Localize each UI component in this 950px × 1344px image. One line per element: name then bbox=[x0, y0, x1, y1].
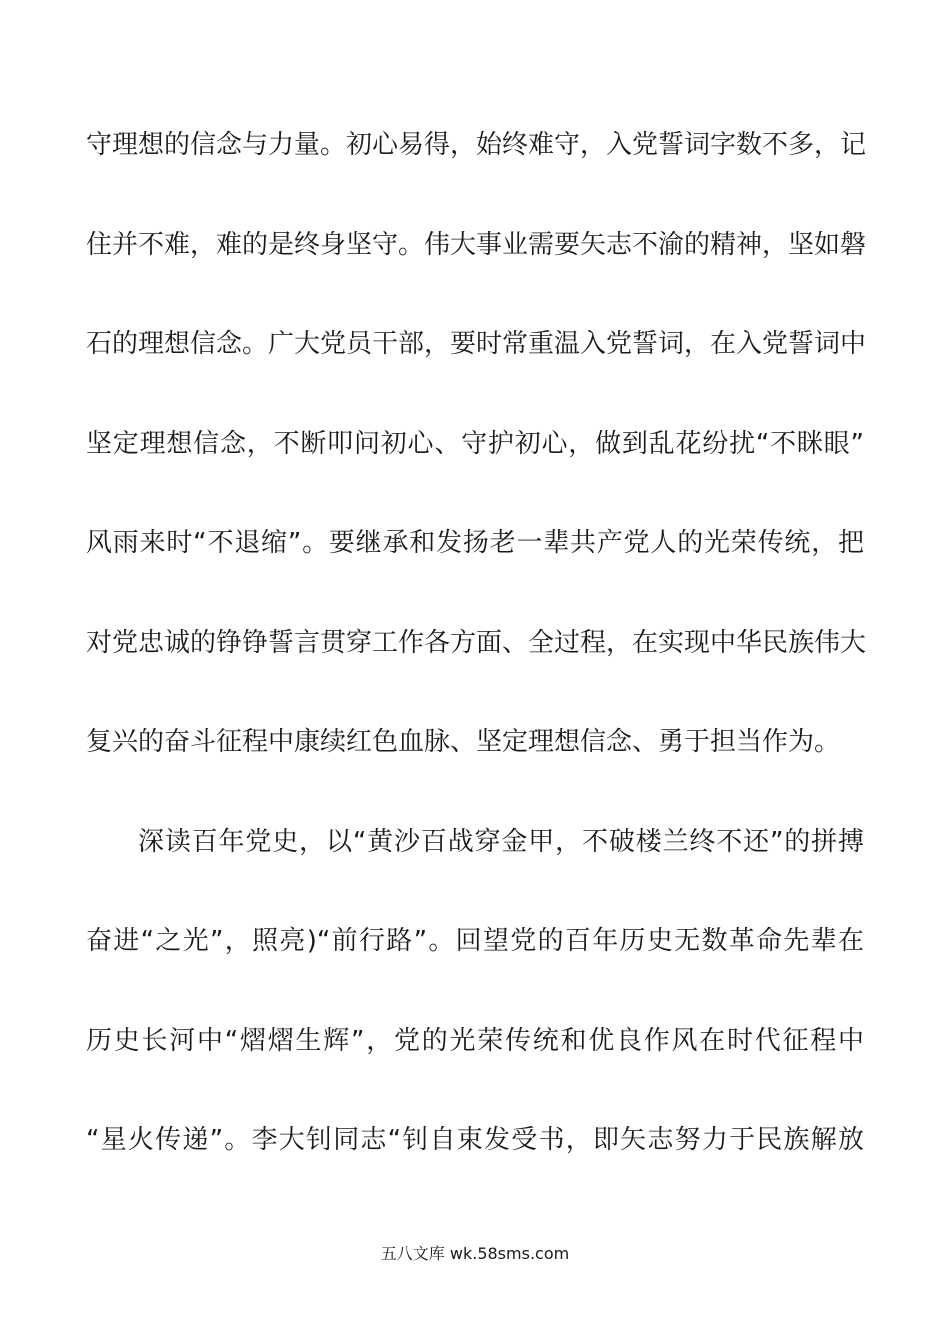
text-line-1: 守理想的信念与力量。初心易得，始终难守，入党誓词字数不多，记 bbox=[86, 130, 867, 160]
text-line-6: 对党忠诚的铮铮誓言贯穿工作各方面、全过程，在实现中华民族伟大 bbox=[86, 627, 867, 658]
body-text bbox=[86, 120, 867, 1215]
text-line-3: 石的理想信念。广大党员干部，要时常重温入党誓词，在入党誓词中 bbox=[86, 329, 867, 359]
text-line-4: 坚定理想信念，不断叩问初心、守护初心，做到乱花纷扰“不眯眼” bbox=[86, 428, 864, 459]
text-line-11: “星火传递”。李大钊同志“钊自束发受书，即矢志努力于民族解放 bbox=[86, 1125, 864, 1155]
text-line-8: 深读百年党史，以“黄沙百战穿金甲，不破楼兰终不还”的拼搏 bbox=[138, 826, 864, 857]
page-footer: 五八文库 wk.58sms.com bbox=[380, 1244, 570, 1263]
text-line-5: 风雨来时“不退缩”。要继承和发扬老一辈共产党人的光荣传统，把 bbox=[86, 528, 864, 558]
text-line-2: 住并不难，难的是终身坚守。伟大事业需要矢志不渝的精神，坚如磐 bbox=[86, 229, 867, 260]
text-line-9: 奋进“之光”，照亮)“前行路”。回望党的百年历史无数革命先辈在 bbox=[86, 926, 864, 956]
text-line-10: 历史长河中“熠熠生辉”，党的光荣传统和优良作风在时代征程中 bbox=[86, 1025, 864, 1056]
text-line-7: 复兴的奋斗征程中康续红色血脉、坚定理想信念、勇于担当作为。 bbox=[86, 727, 841, 757]
